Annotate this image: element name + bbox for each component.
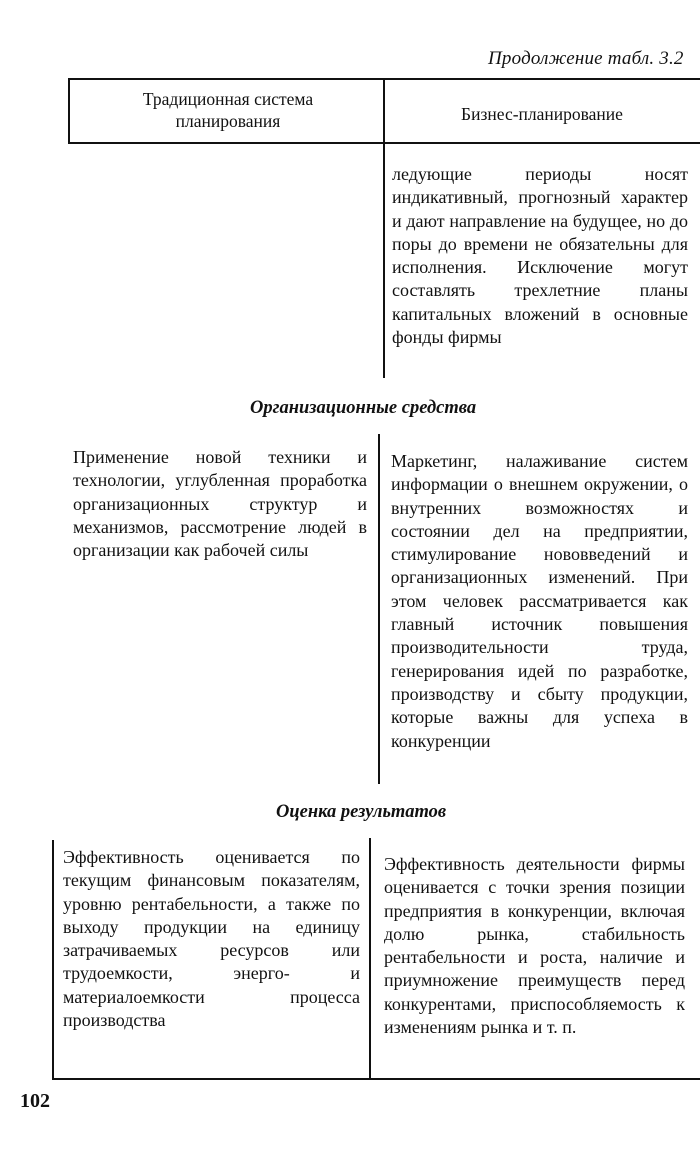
table-left-border-upper (68, 78, 70, 144)
section1-business-cell: Маркетинг, налаживание систем информации о внешнем окружении, о внутренних возможностях и состоянии дел на предприятии, стимулирование нововведений и организационных изменений. При этом человек рассматривается как главный источник повышения производительности труда, генерирования идей по разработке, производству и сбыту продукции, которые важны для успеха в конкуренции (391, 451, 688, 751)
table-continuation-caption: Продолжение табл. 3.2 (488, 48, 684, 69)
row0-business-cell: ледующие периоды носят индикативный, прогнозный характер и дают направление на будущее, но до поры до времени не обязательны для исполнения. Исключение могут составлять трехлетние планы капитальных вложений в основные фонды фирмы (392, 164, 688, 348)
section1-traditional-cell: Применение новой техники и технологии, углубленная проработка организационных структур и механизмов, рассмотрение людей в организации как рабочей силы (73, 447, 367, 561)
section-title-evaluation: Оценка результатов (276, 802, 447, 822)
column-divider-section1 (378, 434, 380, 784)
table-left-border-lower (52, 840, 54, 1080)
page-number: 102 (20, 1090, 50, 1112)
column-divider-header (383, 78, 385, 142)
section2-business-cell: Эффективность деятельности фирмы оценивается с точки зрения позиции предприятия в конкуренции, включая долю рынка, стабильность рентабельности и роста, наличие и приумножение преимуществ перед конкурентами, приспособляемость к изменениям рынка и т. п. (384, 854, 685, 1038)
column-divider-section2 (369, 838, 371, 1080)
section2-traditional-cell: Эффективность оценивается по текущим финансовым показателям, уровню рентабельности, а также по выходу продукции на единицу затрачиваемых ресурсов или трудоемкости, энерго- и материалоемкости процесса производства (63, 847, 360, 1031)
table-bottom-border (52, 1078, 700, 1080)
column-header-business: Бизнес-планирование (461, 104, 623, 124)
column-header-traditional: Традиционная система планирования (142, 89, 314, 131)
section-title-organizational: Организационные средства (250, 398, 477, 418)
column-divider-row0 (383, 142, 385, 378)
